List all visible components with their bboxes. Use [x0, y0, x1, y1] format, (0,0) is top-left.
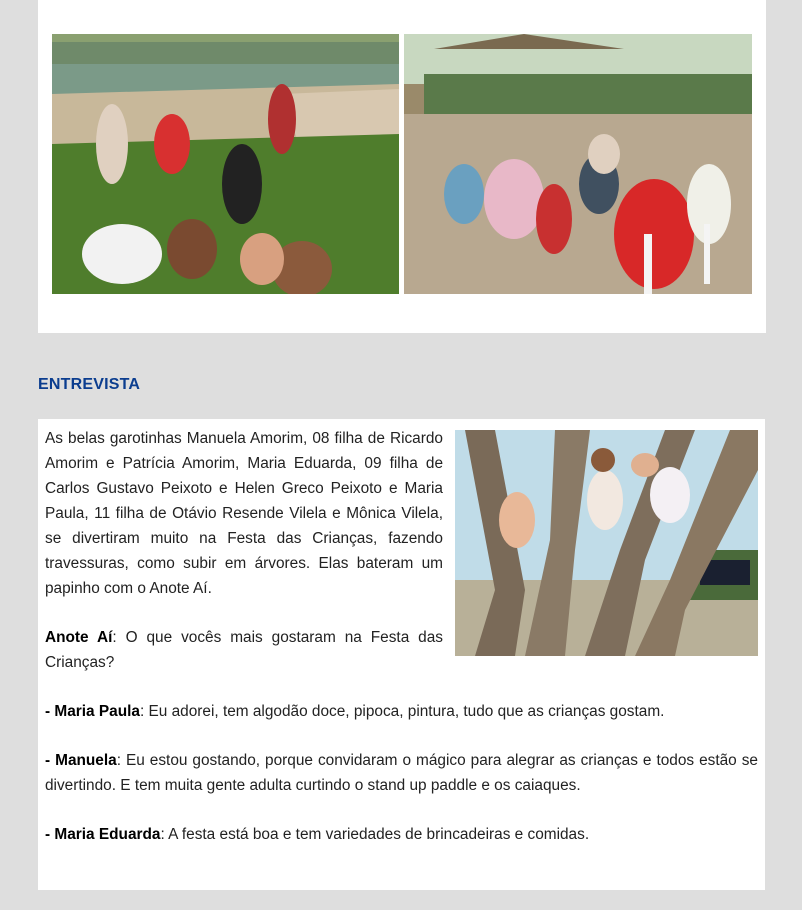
- children-seated-photo: [404, 34, 752, 294]
- answer-text: : Eu adorei, tem algodão doce, pipoca, pintura, tudo que as crianças gostam.: [139, 703, 665, 720]
- answer-speaker: - Maria Paula: [45, 703, 140, 720]
- question-text: : O que vocês mais gostaram na Festa das Crianças?: [45, 629, 443, 671]
- section-title: ENTREVISTA: [38, 376, 141, 393]
- girls-in-tree-photo: [455, 430, 758, 656]
- magician-kids-photo: [52, 34, 399, 294]
- answer-paragraph: [45, 699, 758, 724]
- answer-speaker: - Manuela: [45, 752, 117, 769]
- answer-text: : A festa está boa e tem variedades de brincadeiras e comidas.: [160, 826, 590, 843]
- article-body: [45, 426, 758, 847]
- photo-gallery-card: [38, 0, 766, 333]
- answer-paragraph: [45, 822, 758, 847]
- question-speaker: Anote Aí: [45, 629, 113, 646]
- answer-text: : Eu estou gostando, porque convidaram o mágico para alegrar as crianças e todos estão se divertindo. E tem muita gente adulta curtindo o stand up paddle e os caiaques.: [45, 752, 758, 794]
- answer-speaker: - Maria Eduarda: [45, 826, 161, 843]
- answer-paragraph: [45, 748, 758, 798]
- intro-paragraph: As belas garotinhas Manuela Amorim, 08 filha de Ricardo Amorim e Patrícia Amorim, Maria Eduarda, 09 filha de Carlos Gustavo Peixoto e Helen Greco Peixoto e Maria Paula, 11 filha de Otávio Resende Vilela e Mônica Vilela, se divertiram muito na Festa das Crianças, fazendo travessuras, como subir em árvores. Elas bateram um papinho com o Anote Aí.: [45, 430, 443, 597]
- interview-article: [38, 419, 765, 890]
